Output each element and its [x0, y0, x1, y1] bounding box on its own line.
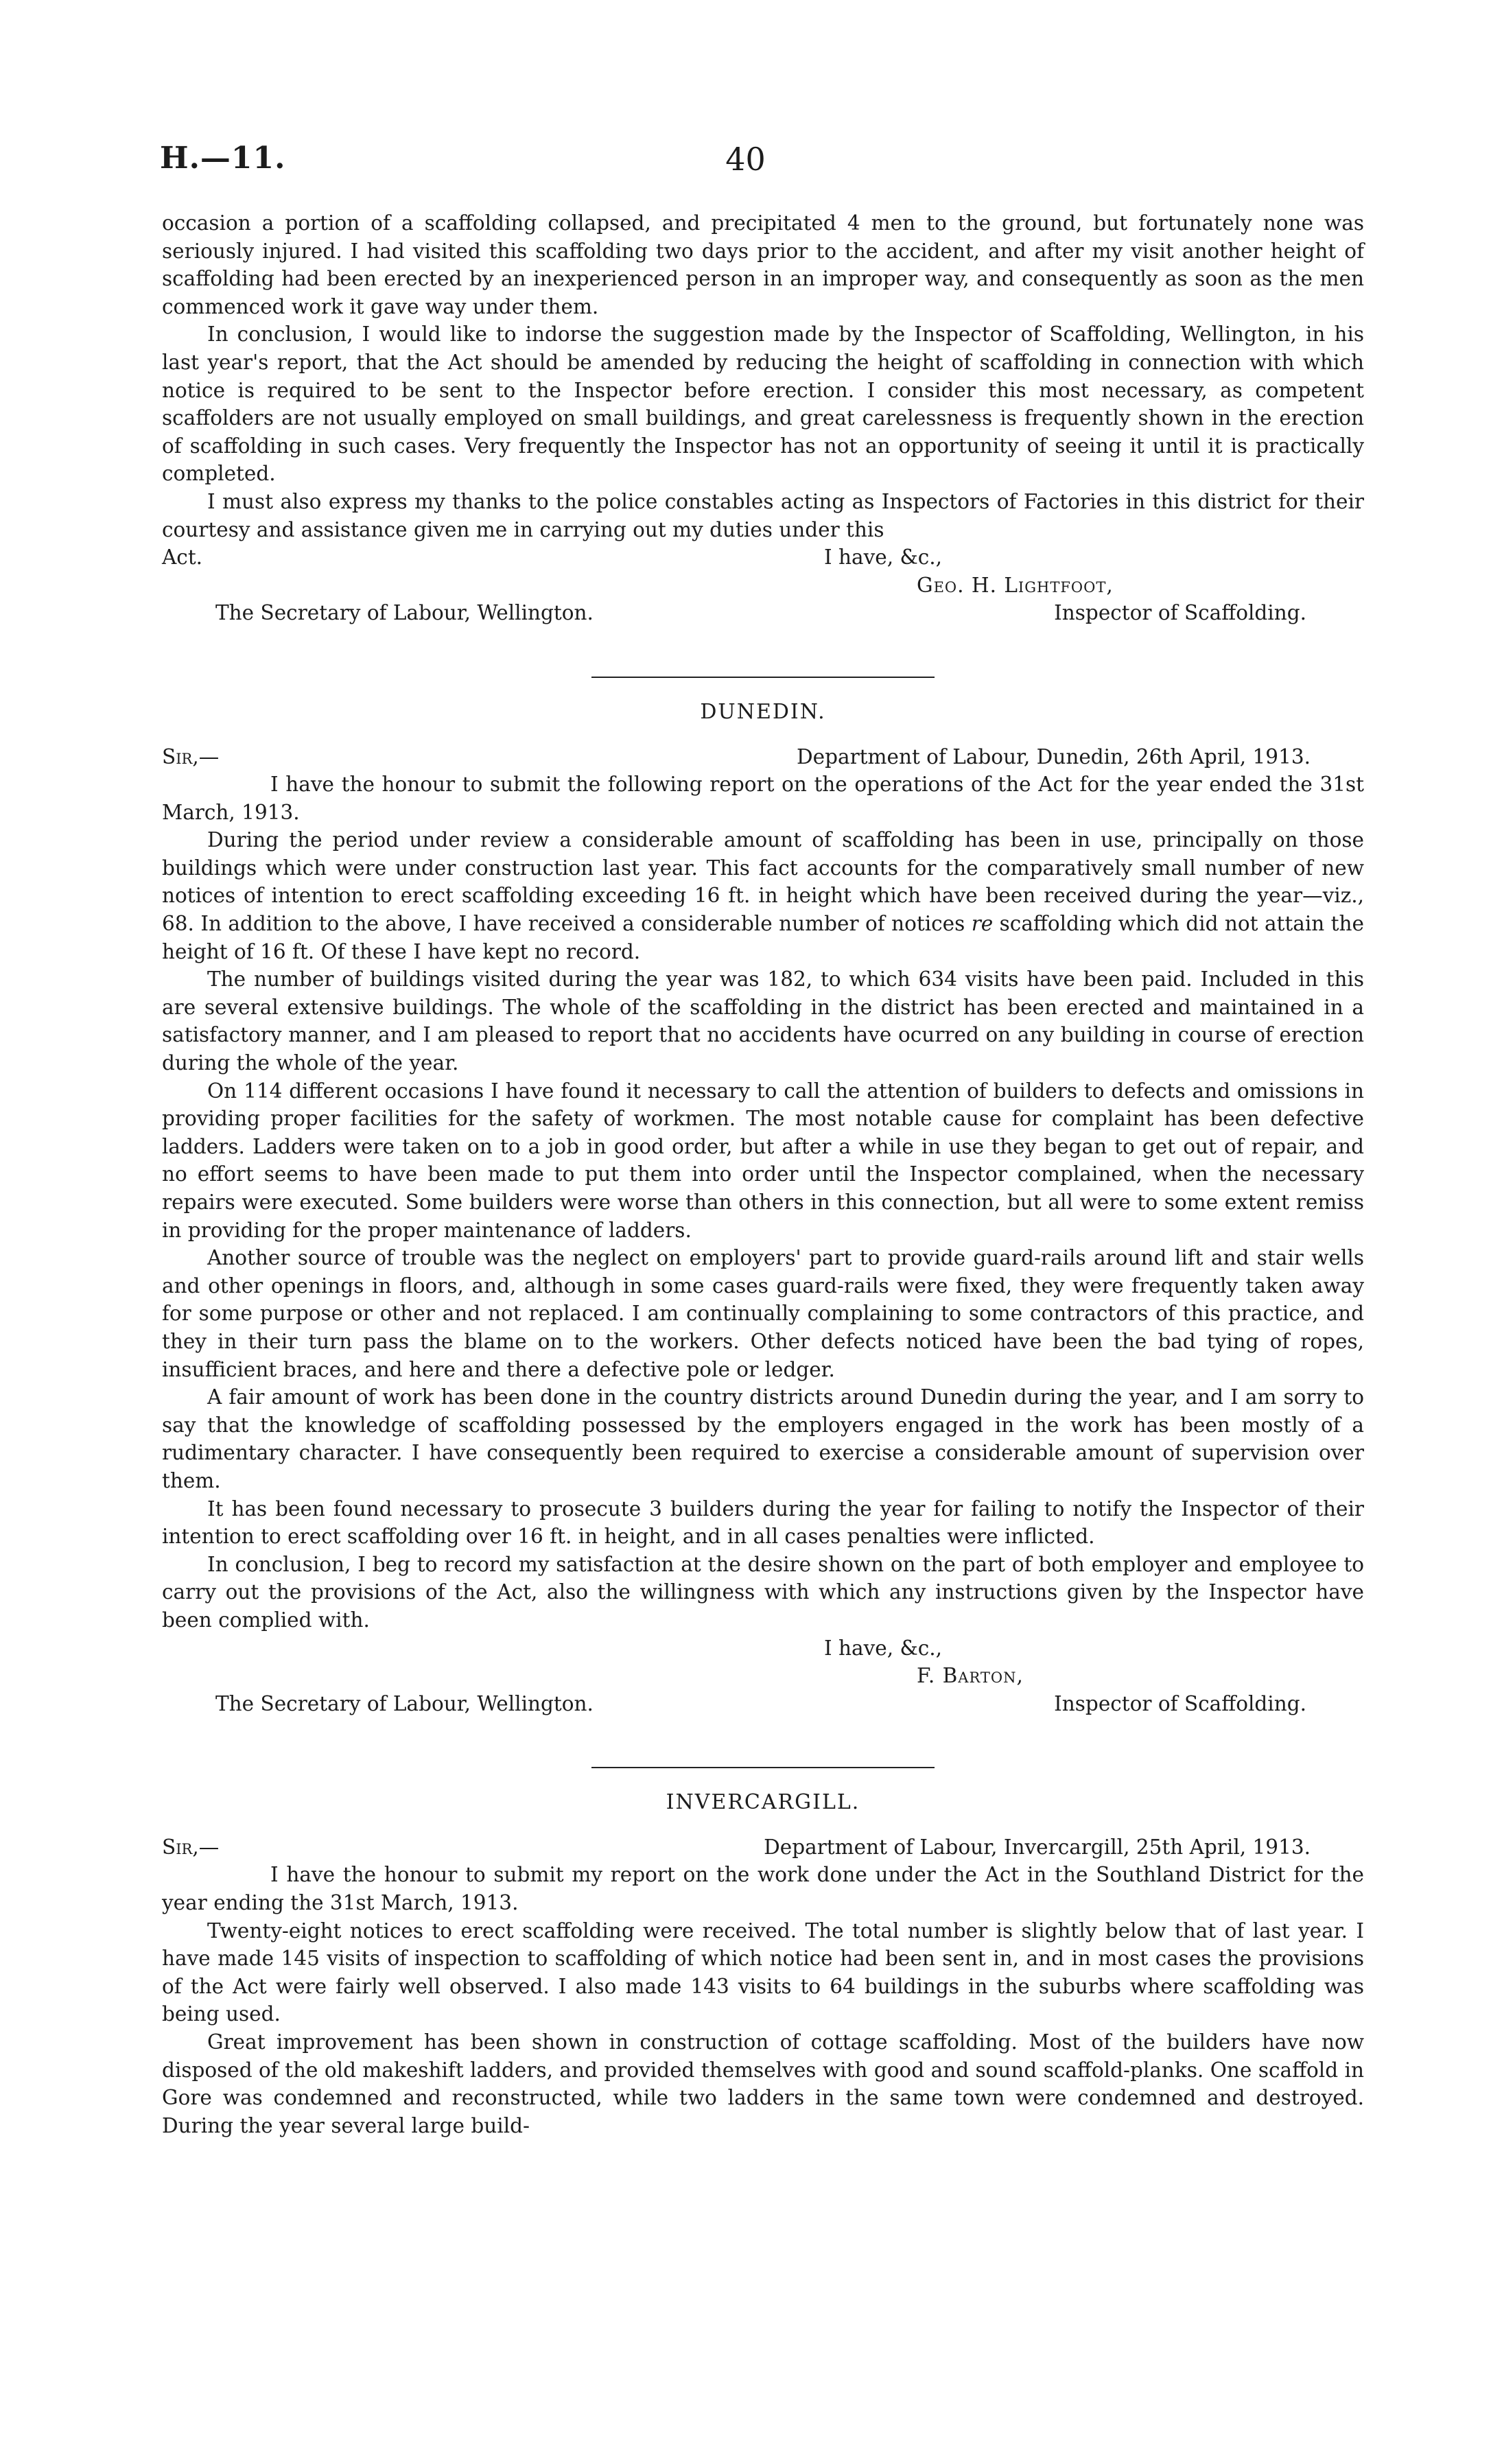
lyttelton-report-end: [162, 209, 1364, 627]
salutation: Sir,—: [162, 1835, 220, 1859]
salutation: Sir,—: [162, 744, 220, 768]
paragraph: A fair amount of work has been done in the country districts around Dunedin during the year, and I am sorry to say that the knowledge of scaffolding possessed by the employers engaged in the work has been mostly of a rudimentary character. I have consequently been required to exercise a considerable amount of supervision over them.: [162, 1385, 1364, 1492]
section-heading: INVERCARGILL.: [666, 1790, 860, 1815]
date-address: Department of Labour, Invercargill, 25th April, 1913.: [764, 1835, 1311, 1859]
paragraph: On 114 different occasions I have found it necessary to call the attention of builders to defects and omissions in providing proper facilities for the safety of workmen. The most notable cause for complaint has been defective ladders. Ladders were taken on to a job in good order, but after a while in use they began to get out of repair, and no effort seems to have been made to put them into order until the Inspector complained, when the necessary repairs were executed. Some builders were worse than others in this connection, but all were to some extent remiss in providing for the proper maintenance of ladders.: [162, 1079, 1364, 1242]
closing-phrase: I have, &c.,: [824, 545, 943, 570]
closing-phrase: I have, &c.,: [824, 1636, 943, 1660]
date-address: Department of Labour, Dunedin, 26th April, 1913.: [796, 744, 1311, 768]
page-body: [162, 209, 1364, 2139]
signatory-title: Inspector of Scaffolding.: [1054, 1691, 1306, 1715]
invercargill-report: [162, 1789, 1364, 2139]
paragraph: Another source of trouble was the neglect on employers' part to provide guard-rails around lift and stair wells and other openings in floors, and, although in some cases guard-rails were fixed, they were frequently taken away for some purpose or other and not replaced. I am continually complaining to some contractors of this practice, and they in their turn pass the blame on to the workers. Other defects noticed have been the bad tying of ropes, insufficient braces, and here and there a defective pole or ledger.: [162, 1246, 1364, 1381]
paragraph: In conclusion, I would like to indorse the suggestion made by the Inspector of Scaffolding, Wellington, in his last year's report, that the Act should be amended by reducing the height of scaffolding in connection with which notice is required to be sent to the Inspector before erection. I consider this most necessary, as competent scaffolders are not usually employed on small buildings, and great carelessness is frequently shown in the erection of scaffolding in such cases. Very frequently the Inspector has not an opportunity of seeing it until it is practically completed.: [162, 322, 1364, 486]
addressee: The Secretary of Labour, Wellington.: [215, 1691, 594, 1715]
paragraph: During the period under review a considerable amount of scaffolding has been in use, principally on those buildings which were under construction last year. This fact accounts for the comparatively small number of new notices of intention to erect scaffolding exceeding 16 ft. in height which have been received during the year—viz., 68. In addition to the above, I have received a considerable number of notices re scaffolding which did not attain the height of 16 ft. Of these I have kept no record.: [162, 828, 1364, 963]
paragraph: In conclusion, I beg to record my satisfaction at the desire shown on the part of both employer and employee to carry out the provisions of the Act, also the willingness with which any instructions given by the Inspector have been complied with.: [162, 1552, 1364, 1632]
section-divider: [591, 1767, 935, 1768]
paragraph: Great improvement has been shown in construction of cottage scaffolding. Most of the builders have now disposed of the old makeshift ladders, and provided themselves with good and sound scaffold-planks. One scaffold in Gore was condemned and reconstructed, while two ladders in the same town were condemned and destroyed. During the year several large build-: [162, 2030, 1364, 2137]
paragraph: occasion a portion of a scaffolding collapsed, and precipitated 4 men to the ground, but fortunately none was seriously injured. I had visited this scaffolding two days prior to the accident, and after my visit another height of scaffolding had been erected by an inexperienced person in an improper way, and consequently as soon as the men commenced work it gave way under them.: [162, 211, 1364, 318]
paragraph: I have the honour to submit the following report on the operations of the Act for the year ended the 31st March, 1913.: [162, 773, 1364, 824]
paragraph: The number of buildings visited during the year was 182, to which 634 visits have been paid. Included in this are several extensive buildings. The whole of the scaffolding in the district has been erected and maintained in a satisfactory manner, and I am pleased to report that no accidents have ocurred on any building in course of erection during the whole of the year.: [162, 967, 1364, 1075]
signature-line: [162, 1690, 1364, 1718]
paragraph: Twenty-eight notices to erect scaffolding were received. The total number is slightly below that of last year. I have made 145 visits of inspection to scaffolding of which notice had been sent in, and in most cases the provisions of the Act were fairly well observed. I also made 143 visits to 64 buildings in the suburbs where scaffolding was being used.: [162, 1919, 1364, 2026]
paragraph: I must also express my thanks to the police constables acting as Inspectors of Factories in this district for their courtesy and assistance given me in carrying out my duties under this: [162, 489, 1364, 541]
paragraph: It has been found necessary to prosecute 3 builders during the year for failing to notify the Inspector of their intention to erect scaffolding over 16 ft. in height, and in all cases penalties were inflicted.: [162, 1497, 1364, 1549]
page-number: 40: [725, 141, 766, 178]
paragraph: I have the honour to submit my report on the work done under the Act in the Southland District for the year ending the 31st March, 1913.: [162, 1863, 1364, 1915]
dateline: [162, 1833, 1364, 1862]
act-closing-line: Act. I have, &c.,: [162, 543, 1364, 572]
page-header: [160, 141, 1331, 182]
section-heading: DUNEDIN.: [700, 699, 826, 724]
signatory: Geo. H. Lightfoot,: [917, 573, 1114, 597]
section-divider: [591, 677, 935, 678]
document-reference: H.—11.: [160, 141, 286, 176]
signatory: F. Barton,: [917, 1664, 1024, 1688]
signature-line: [162, 599, 1364, 627]
dateline: [162, 743, 1364, 771]
signatory-title: Inspector of Scaffolding.: [1054, 601, 1306, 625]
addressee: The Secretary of Labour, Wellington.: [215, 601, 594, 625]
dunedin-report: [162, 699, 1364, 1717]
